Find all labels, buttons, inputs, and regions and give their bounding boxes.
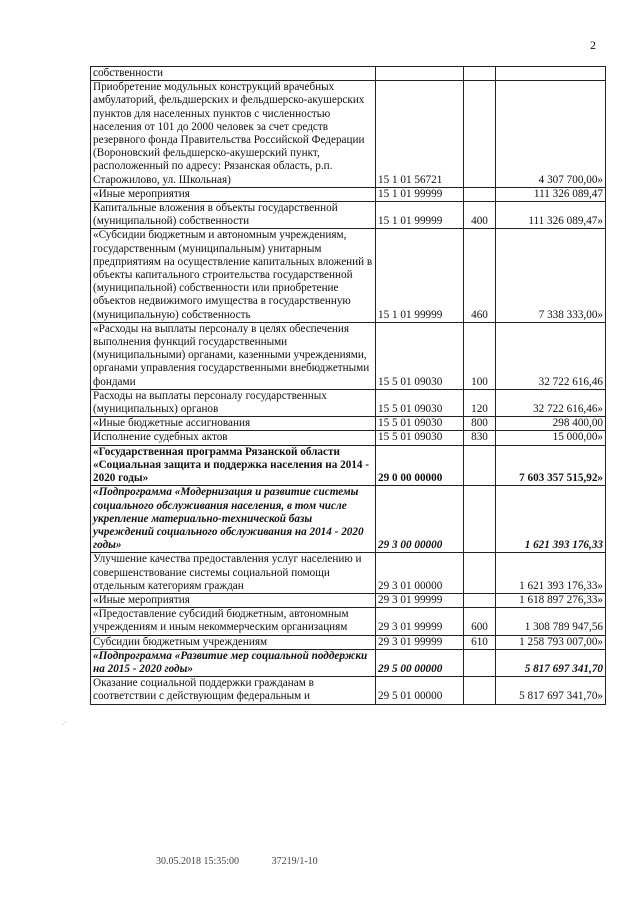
row-sum-cell: 111 326 089,47 xyxy=(496,187,606,201)
table-row xyxy=(91,417,606,431)
footer-datetime: 30.05.2018 15:35:00 xyxy=(156,856,240,867)
table-row xyxy=(91,635,606,649)
row-code-cell: 29 0 00 00000 xyxy=(376,445,464,486)
table-row xyxy=(91,486,606,553)
row-code-cell: 29 3 01 99999 xyxy=(376,608,464,635)
row-name-cell: «Иные мероприятия xyxy=(91,593,376,607)
row-type-cell xyxy=(464,187,496,201)
row-sum-cell: 111 326 089,47» xyxy=(496,202,606,229)
table-body xyxy=(91,67,606,705)
table-row xyxy=(91,677,606,704)
row-type-cell xyxy=(464,553,496,594)
row-type-cell: 460 xyxy=(464,229,496,322)
row-type-cell xyxy=(464,81,496,188)
row-type-cell xyxy=(464,593,496,607)
table-row xyxy=(91,322,606,389)
row-type-cell xyxy=(464,486,496,553)
row-sum-cell: 32 722 616,46 xyxy=(496,322,606,389)
row-type-cell xyxy=(464,649,496,676)
row-type-cell xyxy=(464,67,496,81)
table-row xyxy=(91,389,606,416)
row-code-cell: 15 5 01 09030 xyxy=(376,322,464,389)
row-name-cell: «Расходы на выплаты персоналу в целях обеспечения выполнения функций государственными (муниципальными) органами, казенными учреждениями, органами управления государственными внебюджетными фондами xyxy=(91,322,376,389)
row-code-cell: 29 5 01 00000 xyxy=(376,677,464,704)
row-sum-cell xyxy=(496,67,606,81)
row-name-cell: «Предоставление субсидий бюджетным, автономным учреждениям и иным некоммерческим организациям xyxy=(91,608,376,635)
row-sum-cell: 5 817 697 341,70 xyxy=(496,649,606,676)
table-row xyxy=(91,649,606,676)
row-sum-cell: 298 400,00 xyxy=(496,417,606,431)
row-sum-cell: 4 307 700,00» xyxy=(496,81,606,188)
table-row xyxy=(91,445,606,486)
row-sum-cell: 15 000,00» xyxy=(496,431,606,445)
table-row xyxy=(91,553,606,594)
row-name-cell: Субсидии бюджетным учреждениям xyxy=(91,635,376,649)
row-type-cell: 400 xyxy=(464,202,496,229)
row-name-cell: Приобретение модульных конструкций врачебных амбулаторий, фельдшерских и фельдшерско-акушерских пунктов для населенных пунктов с численностью населения от 101 до 2000 человек за счет средств резервного фонда Правительства Российской Федерации (Вороновский фельдшерско-акушерский пункт, расположенный по адресу: Рязанская область, р.п. Старожилово, ул. Школьная) xyxy=(91,81,376,188)
row-code-cell xyxy=(376,67,464,81)
row-code-cell: 15 1 01 99999 xyxy=(376,187,464,201)
row-sum-cell: 1 308 789 947,56 xyxy=(496,608,606,635)
row-sum-cell: 1 258 793 007,00» xyxy=(496,635,606,649)
row-sum-cell: 1 621 393 176,33 xyxy=(496,486,606,553)
row-sum-cell: 5 817 697 341,70» xyxy=(496,677,606,704)
row-type-cell xyxy=(464,445,496,486)
row-name-cell: Исполнение судебных актов xyxy=(91,431,376,445)
row-name-cell: Улучшение качества предоставления услуг населению и совершенствование системы социальной помощи отдельным категориям граждан xyxy=(91,553,376,594)
budget-table xyxy=(90,66,606,705)
row-sum-cell: 7 338 333,00» xyxy=(496,229,606,322)
table-row xyxy=(91,67,606,81)
row-code-cell: 29 3 01 99999 xyxy=(376,635,464,649)
row-code-cell: 29 3 00 00000 xyxy=(376,486,464,553)
row-code-cell: 29 3 01 00000 xyxy=(376,553,464,594)
row-sum-cell: 1 618 897 276,33» xyxy=(496,593,606,607)
row-code-cell: 15 1 01 99999 xyxy=(376,229,464,322)
table-row xyxy=(91,81,606,188)
row-sum-cell: 7 603 357 515,92» xyxy=(496,445,606,486)
table-row xyxy=(91,229,606,322)
row-type-cell: 100 xyxy=(464,322,496,389)
footer-doc-number: 37219/1-10 xyxy=(271,856,318,867)
row-type-cell xyxy=(464,677,496,704)
row-code-cell: 15 5 01 09030 xyxy=(376,389,464,416)
row-sum-cell: 32 722 616,46» xyxy=(496,389,606,416)
row-code-cell: 29 3 01 99999 xyxy=(376,593,464,607)
row-name-cell: «Иные мероприятия xyxy=(91,187,376,201)
table-row xyxy=(91,431,606,445)
row-name-cell: «Подпрограмма «Развитие мер социальной поддержки на 2015 - 2020 годы» xyxy=(91,649,376,676)
table-row xyxy=(91,593,606,607)
table-row xyxy=(91,187,606,201)
row-name-cell: «Подпрограмма «Модернизация и развитие системы социального обслуживания населения, в том числе укрепление материально-технической базы учреждений социального обслуживания на 2014 - 2020 годы» xyxy=(91,486,376,553)
row-sum-cell: 1 621 393 176,33» xyxy=(496,553,606,594)
row-type-cell: 120 xyxy=(464,389,496,416)
row-code-cell: 15 1 01 99999 xyxy=(376,202,464,229)
page-number: 2 xyxy=(590,38,596,52)
row-name-cell: Капитальные вложения в объекты государственной (муниципальной) собственности xyxy=(91,202,376,229)
margin-mark: .· xyxy=(62,718,67,727)
table-row xyxy=(91,202,606,229)
row-name-cell: Расходы на выплаты персоналу государственных (муниципальных) органов xyxy=(91,389,376,416)
row-code-cell: 29 5 00 00000 xyxy=(376,649,464,676)
row-type-cell: 610 xyxy=(464,635,496,649)
row-name-cell: «Субсидии бюджетным и автономным учреждениям, государственным (муниципальным) унитарным предприятиям на осуществление капитальных вложений в объекты капитального строительства государственной (муниципальной) собственности или приобретение объектов недвижимого имущества в государственную (муниципальную) собственность xyxy=(91,229,376,322)
row-name-cell: собственности xyxy=(91,67,376,81)
row-name-cell: «Иные бюджетные ассигнования xyxy=(91,417,376,431)
row-name-cell: Оказание социальной поддержки гражданам в соответствии с действующим федеральным и xyxy=(91,677,376,704)
footer xyxy=(156,856,318,867)
row-code-cell: 15 5 01 09030 xyxy=(376,431,464,445)
row-code-cell: 15 5 01 09030 xyxy=(376,417,464,431)
row-code-cell: 15 1 01 56721 xyxy=(376,81,464,188)
table-row xyxy=(91,608,606,635)
row-type-cell: 830 xyxy=(464,431,496,445)
row-type-cell: 600 xyxy=(464,608,496,635)
row-name-cell: «Государственная программа Рязанской области «Социальная защита и поддержка населения на 2014 - 2020 годы» xyxy=(91,445,376,486)
row-type-cell: 800 xyxy=(464,417,496,431)
